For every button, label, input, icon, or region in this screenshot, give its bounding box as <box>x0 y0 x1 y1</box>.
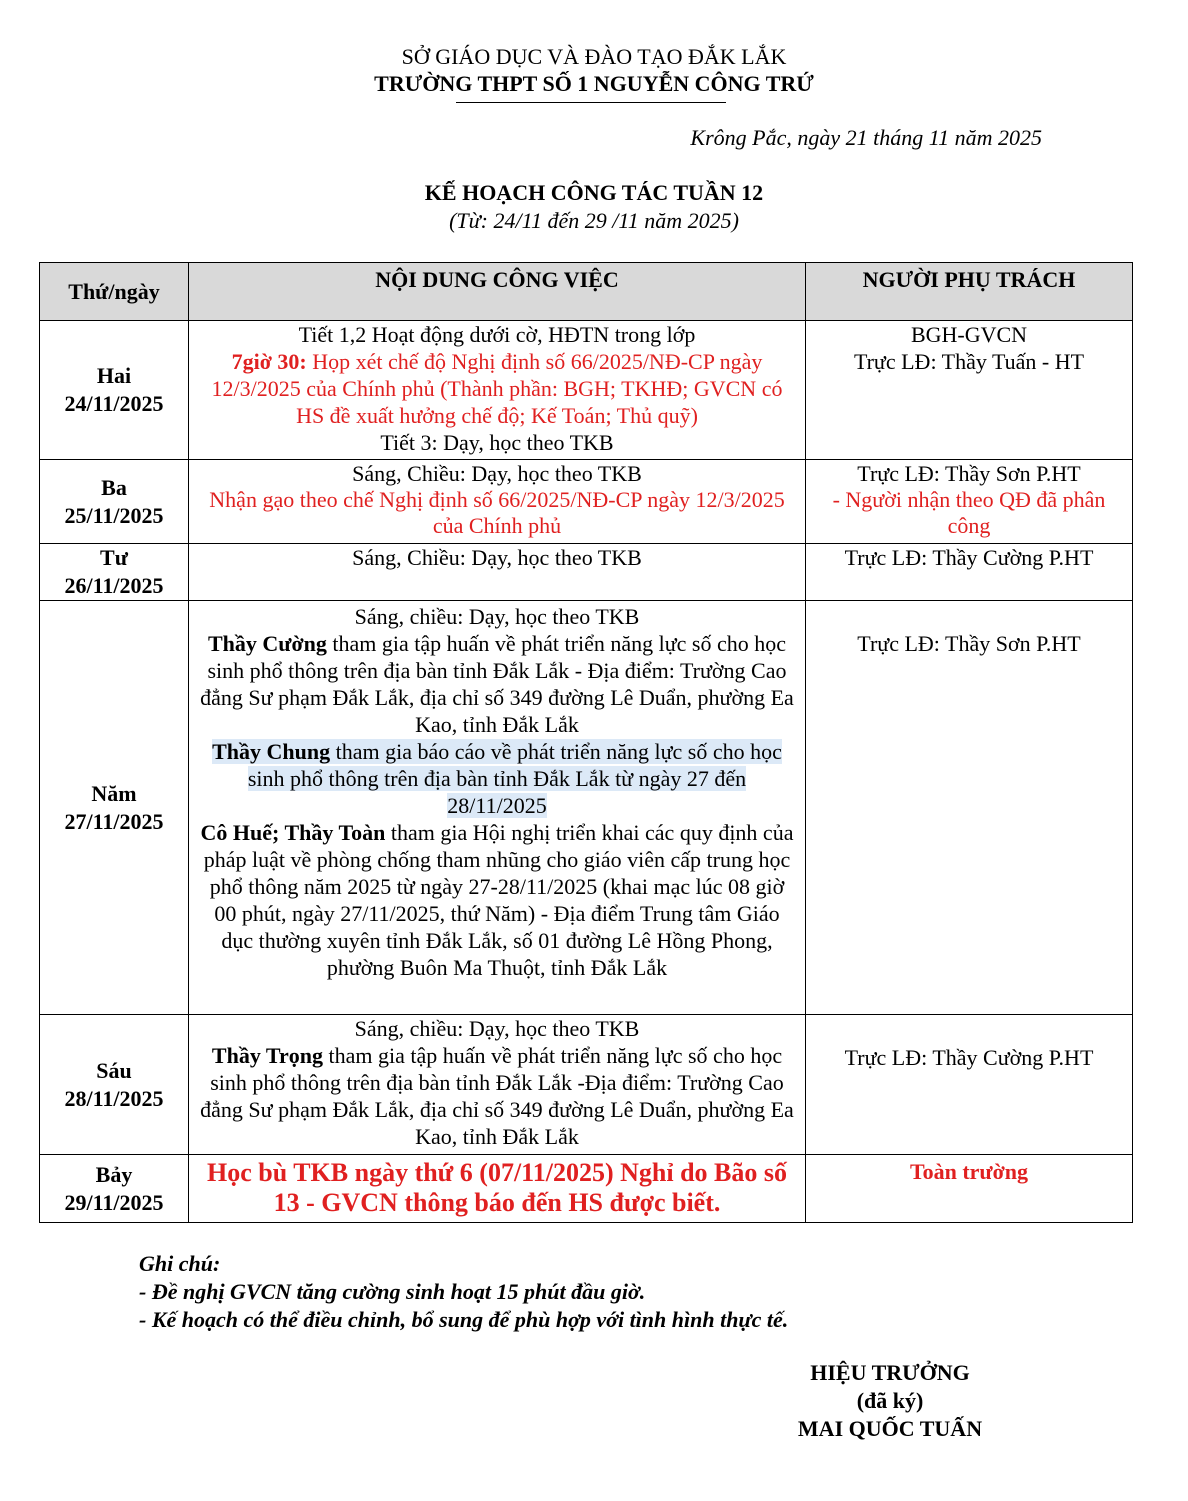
content-cell <box>189 460 806 544</box>
signature-name: MAI QUỐC TUẤN <box>797 1416 983 1441</box>
content-cell <box>189 1015 806 1155</box>
school-name: TRƯỜNG THPT SỐ 1 NGUYỄN CÔNG TRỨ <box>374 71 814 96</box>
note-item: - Kế hoạch có thể điều chỉnh, bổ sung để phù hợp với tình hình thực tế. <box>139 1307 789 1332</box>
content-line: Sáng, Chiều: Dạy, học theo TKB <box>352 545 642 570</box>
content-line <box>197 630 797 738</box>
day-date: 29/11/2025 <box>64 1189 164 1215</box>
content-cell <box>189 321 806 460</box>
responsible-cell <box>806 1155 1133 1223</box>
schedule-table <box>39 262 1133 1223</box>
place-date: Krông Pắc, ngày 21 tháng 11 năm 2025 <box>690 125 1042 150</box>
content-text: tham gia báo cáo về phát triển năng lực số cho học sinh phổ thông trên địa bàn tỉnh Đắk Lắk từ ngày 27 đến 28/11/2025 <box>247 739 782 818</box>
content-line: Tiết 3: Dạy, học theo TKB <box>380 430 614 455</box>
day-cell <box>40 601 189 1015</box>
date-range: (Từ: 24/11 đến 29 /11 năm 2025) <box>449 208 739 233</box>
content-line <box>197 819 797 981</box>
content-time: 7giờ 30: <box>231 349 307 374</box>
day-date: 27/11/2025 <box>64 808 164 834</box>
responsible-cell <box>806 601 1133 1015</box>
day-name: Tư <box>100 545 128 570</box>
table-header-row <box>40 263 1133 321</box>
day-date: 28/11/2025 <box>64 1085 164 1111</box>
day-cell <box>40 1155 189 1223</box>
responsible-cell <box>806 1015 1133 1155</box>
content-line <box>197 1042 797 1150</box>
notes-title: Ghi chú: <box>139 1251 221 1276</box>
header-divider <box>456 102 726 103</box>
table-row <box>40 1015 1133 1155</box>
responsible-line: Trực LĐ: Thầy Tuấn - HT <box>853 349 1085 374</box>
day-name: Hai <box>96 363 132 388</box>
content-text: tham gia tập huấn về phát triển năng lực số cho học sinh phổ thông trên địa bàn tỉnh Đắk Lắk -Địa điểm: Trường Cao đẳng Sư phạm Đắk Lắk, địa chỉ số 349 đường Lê Duẩn, phường Ea Kao, tỉnh Đắk Lắk <box>200 1043 794 1149</box>
day-date: 26/11/2025 <box>64 573 164 598</box>
content-line: Sáng, Chiều: Dạy, học theo TKB <box>352 461 642 486</box>
day-cell <box>40 321 189 460</box>
note-item: - Đề nghị GVCN tăng cường sinh hoạt 15 phút đầu giờ. <box>139 1279 646 1304</box>
responsible-line: Trực LĐ: Thầy Cường P.HT <box>844 1045 1094 1070</box>
department-name: SỞ GIÁO DỤC VÀ ĐÀO TẠO ĐẮK LẮK <box>401 44 787 69</box>
content-line: Học bù TKB ngày thứ 6 (07/11/2025) Nghỉ do Bão số 13 - GVCN thông báo đến HS được biết. <box>206 1158 787 1217</box>
table-row <box>40 321 1133 460</box>
header-responsible: NGƯỜI PHỤ TRÁCH <box>806 263 1133 321</box>
day-date: 24/11/2025 <box>64 391 164 416</box>
responsible-cell <box>806 460 1133 544</box>
table-row <box>40 460 1133 544</box>
day-cell <box>40 1015 189 1155</box>
content-cell <box>189 544 806 601</box>
content-person: Thầy Chung <box>212 739 331 764</box>
content-line: Tiết 1,2 Hoạt động dưới cờ, HĐTN trong lớp <box>298 322 696 347</box>
table-row <box>40 1155 1133 1223</box>
day-date: 25/11/2025 <box>64 502 164 528</box>
header-day: Thứ/ngày <box>40 263 189 321</box>
day-name: Ba <box>101 474 127 500</box>
content-line <box>197 738 797 819</box>
responsible-cell <box>806 544 1133 601</box>
notes-section <box>139 1250 788 1334</box>
responsible-line: BGH-GVCN <box>910 322 1028 347</box>
content-person: Thầy Cường <box>207 631 327 656</box>
content-text: Họp xét chế độ Nghị định số 66/2025/NĐ-CP ngày 12/3/2025 của Chính phủ (Thành phần: BGH; TKHĐ; GVCN có HS đề xuất hưởng chế độ; Kế Toán; Thủ quỹ) <box>211 349 783 428</box>
page-title: KẾ HOẠCH CÔNG TÁC TUẦN 12 <box>424 180 764 205</box>
content-person: Cô Huế; Thầy Toàn <box>200 820 386 845</box>
signature-role: HIỆU TRƯỞNG <box>810 1360 970 1385</box>
responsible-cell <box>806 321 1133 460</box>
content-line <box>197 348 797 429</box>
day-name: Sáu <box>96 1057 132 1083</box>
day-name: Năm <box>91 780 137 806</box>
day-cell <box>40 544 189 601</box>
day-cell <box>40 460 189 544</box>
content-person: Thầy Trọng <box>211 1043 323 1068</box>
content-line: Sáng, chiều: Dạy, học theo TKB <box>354 604 640 629</box>
responsible-line: Trực LĐ: Thầy Sơn P.HT <box>857 631 1081 656</box>
header-content: NỘI DUNG CÔNG VIỆC <box>189 263 806 321</box>
responsible-line: Trực LĐ: Thầy Cường P.HT <box>844 545 1094 570</box>
content-line: Sáng, chiều: Dạy, học theo TKB <box>354 1016 640 1041</box>
signature-block <box>740 1359 1040 1443</box>
table-row <box>40 544 1133 601</box>
responsible-line: Toàn trường <box>909 1159 1029 1184</box>
content-cell <box>189 1155 806 1223</box>
responsible-line: - Người nhận theo QĐ đã phân công <box>832 487 1106 538</box>
content-line: Nhận gạo theo chế Nghị định số 66/2025/NĐ-CP ngày 12/3/2025 của Chính phủ <box>209 487 785 538</box>
content-text: tham gia tập huấn về phát triển năng lực số cho học sinh phổ thông trên địa bàn tỉnh Đắk Lắk - Địa điểm: Trường Cao đẳng Sư phạm Đắk Lắk, địa chỉ số 349 đường Lê Duẩn, phường Ea Kao, tỉnh Đắk Lắk <box>200 631 794 737</box>
content-cell <box>189 601 806 1015</box>
responsible-line: Trực LĐ: Thầy Sơn P.HT <box>857 461 1081 486</box>
content-text: tham gia Hội nghị triển khai các quy định của pháp luật về phòng chống tham nhũng cho giáo viên cấp trung học phổ thông năm 2025 từ ngày 27-28/11/2025 (khai mạc lúc 08 giờ 00 phút, ngày 27/11/2025, thứ Năm) - Địa điểm Trung tâm Giáo dục thường xuyên tỉnh Đắk Lắk, số 01 đường Lê Hồng Phong, phường Buôn Ma Thuột, tỉnh Đắk Lắk <box>203 820 794 980</box>
table-row <box>40 601 1133 1015</box>
signature-status: (đã ký) <box>856 1388 924 1413</box>
day-name: Bảy <box>95 1161 133 1187</box>
